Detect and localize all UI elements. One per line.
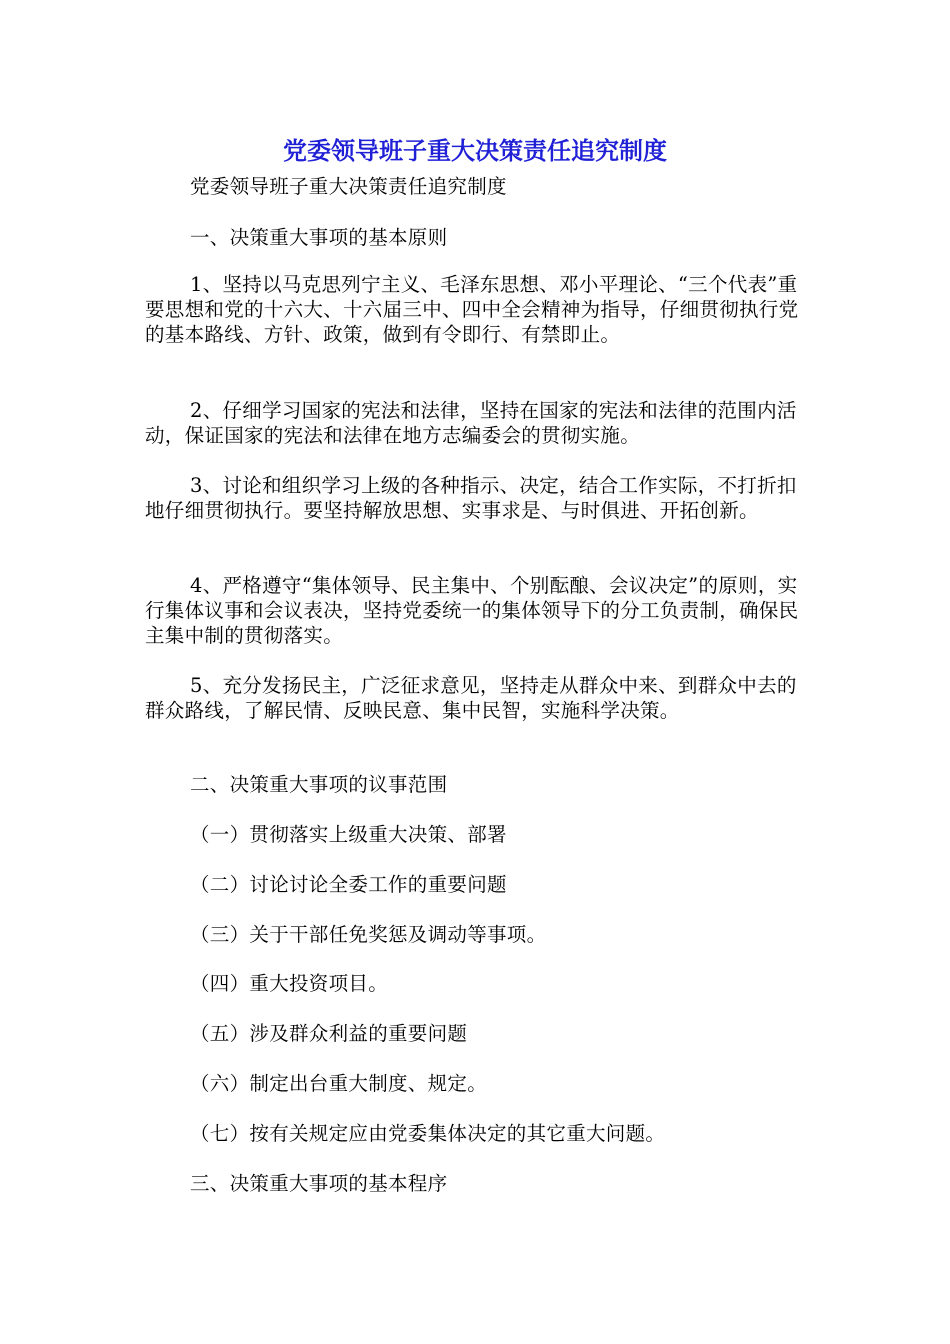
section1-paragraph-3: 3、讨论和组织学习上级的各种指示、决定，结合工作实际，不打折扣地仔细贯彻执行。要坚持解放思想、实事求是、与时俱进、开拓创新。 xyxy=(145,474,797,522)
section1-paragraph-1: 1、坚持以马克思列宁主义、毛泽东思想、邓小平理论、“三个代表”重要思想和党的十六大、十六届三中、四中全会精神为指导，仔细贯彻执行党的基本路线、方针、政策，做到有令即行、有禁即止。 xyxy=(145,273,799,346)
section2-item-1: （一）贯彻落实上级重大决策、部署 xyxy=(190,823,507,846)
section1-paragraph-5: 5、充分发扬民主，广泛征求意见，坚持走从群众中来、到群众中去的群众路线，了解民情、反映民意、集中民智，实施科学决策。 xyxy=(145,674,797,722)
section1-paragraph-4: 4、严格遵守“集体领导、民主集中、个别酝酿、会议决定”的原则，实行集体议事和会议表决，坚持党委统一的集体领导下的分工负责制，确保民主集中制的贯彻落实。 xyxy=(145,574,799,647)
document-title: 党委领导班子重大决策责任追究制度 xyxy=(283,137,667,165)
document-subtitle: 党委领导班子重大决策责任追究制度 xyxy=(190,175,507,198)
section2-item-6: （六）制定出台重大制度、规定。 xyxy=(190,1072,488,1095)
section2-item-7: （七）按有关规定应由党委集体决定的其它重大问题。 xyxy=(190,1122,666,1145)
section1-heading: 一、决策重大事项的基本原则 xyxy=(190,226,448,249)
section2-item-3: （三）关于干部任免奖惩及调动等事项。 xyxy=(190,923,547,946)
section2-item-4: （四）重大投资项目。 xyxy=(190,972,389,995)
section3-heading: 三、决策重大事项的基本程序 xyxy=(190,1172,448,1195)
section2-item-2: （二）讨论讨论全委工作的重要问题 xyxy=(190,873,507,896)
section1-paragraph-2: 2、仔细学习国家的宪法和法律，坚持在国家的宪法和法律的范围内活动，保证国家的宪法和法律在地方志编委会的贯彻实施。 xyxy=(145,399,797,447)
section2-item-5: （五）涉及群众利益的重要问题 xyxy=(190,1022,468,1045)
section2-heading: 二、决策重大事项的议事范围 xyxy=(190,773,448,796)
